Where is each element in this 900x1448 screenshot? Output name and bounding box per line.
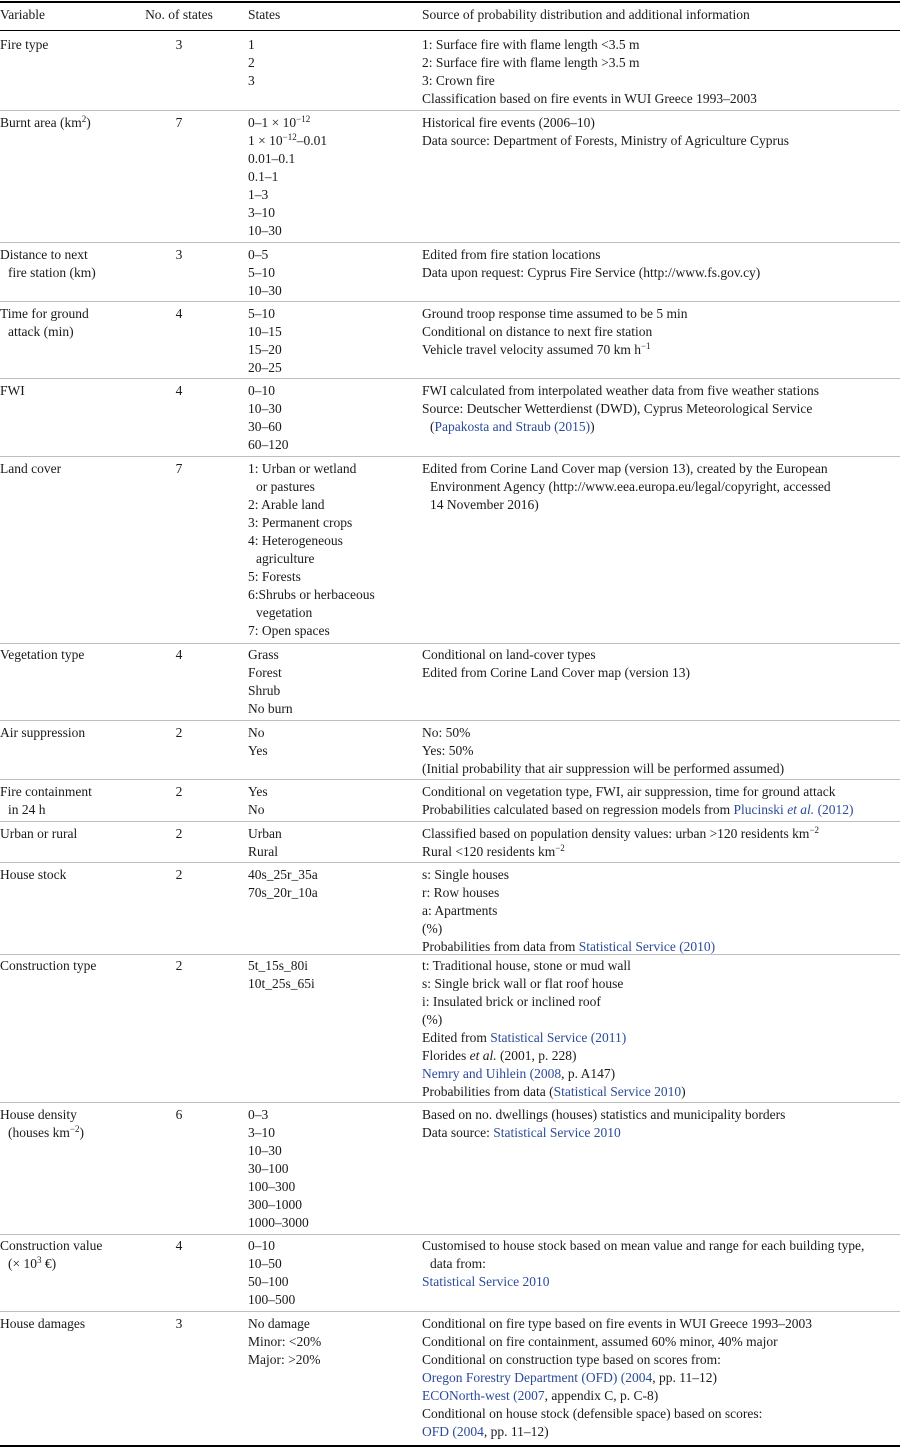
header-num-states: No. of states	[145, 7, 213, 22]
citation-link[interactable]: Statistical Service 2010	[422, 1274, 550, 1289]
variable-name-cont: (× $10^3$ €)	[8, 1255, 57, 1271]
state: 3–10	[248, 205, 275, 220]
source-line: Yes: 50%	[422, 743, 474, 758]
num-states: 2	[175, 958, 183, 973]
row-divider	[0, 1102, 900, 1103]
num-states: 7	[175, 461, 183, 476]
row-divider	[0, 779, 900, 780]
table-bottom-rule	[0, 1445, 900, 1447]
state: 5–10	[248, 306, 275, 321]
variable-name: Construction value	[0, 1238, 103, 1253]
state: 60–120	[248, 437, 289, 452]
state: 6:Shrubs or herbaceous	[248, 587, 375, 602]
citation-link[interactable]: Statistical Service 2010	[553, 1084, 682, 1099]
state: 0.01–0.1	[248, 151, 296, 166]
state: Major: >20%	[248, 1352, 321, 1367]
state: 0.1–1	[248, 169, 279, 184]
state: 5: Forests	[248, 569, 301, 584]
source-line: Conditional on fire containment, assumed 60% minor, 40% major	[422, 1334, 778, 1349]
state: 1: Urban or wetland	[248, 461, 357, 476]
state: 10–15	[248, 324, 282, 339]
state: Minor: <20%	[248, 1334, 322, 1349]
citation-link[interactable]: Statistical Service 2010	[493, 1125, 621, 1140]
citation-link[interactable]: Statistical Service (2010)	[578, 939, 716, 954]
state: 10–30	[248, 283, 282, 298]
state: Urban	[248, 826, 282, 841]
source-line: r: Row houses	[422, 885, 500, 900]
state: 2	[248, 55, 255, 70]
row-divider	[0, 1311, 900, 1312]
variable-name-cont: fire station (km)	[8, 265, 96, 280]
source-line: FWI calculated from interpolated weather data from five weather stations	[422, 383, 819, 398]
source-line: Historical fire events (2006–10)	[422, 115, 595, 130]
source-line: Conditional on vegetation type, FWI, air suppression, time for ground attack	[422, 784, 836, 799]
citation-link[interactable]: Papakosta and Straub (2015)	[434, 419, 591, 434]
source-line: 2: Surface fire with flame length >3.5 m	[422, 55, 640, 70]
state: 0–10	[248, 1238, 275, 1253]
header-source: Source of probability distribution and additional information	[422, 7, 750, 22]
state: 10t_25s_65i	[248, 976, 315, 991]
row-divider	[0, 954, 900, 955]
source-line: Florides et al. (2001, p. 228)	[422, 1048, 577, 1063]
source-line: Probabilities from data (Statistical Service 2010)	[422, 1084, 686, 1099]
row-divider	[0, 301, 900, 302]
state: 1	[248, 37, 255, 52]
variable-name: Air suppression	[0, 725, 86, 740]
source-line: (%)	[422, 1012, 443, 1027]
source-line: Probabilities calculated based on regression models from Plucinski et al. (2012)	[422, 802, 854, 817]
state: Rural	[248, 844, 278, 859]
source-line: (Initial probability that air suppression will be performed assumed)	[422, 761, 785, 776]
state: 0–3	[248, 1107, 269, 1122]
variable-name: Time for ground	[0, 306, 89, 321]
header-variable: Variable	[0, 7, 45, 22]
source-line: Data source: Department of Forests, Ministry of Agriculture Cyprus	[422, 133, 790, 148]
state: 100–300	[248, 1179, 296, 1194]
source-line: Customised to house stock based on mean value and range for each building type,	[422, 1238, 865, 1253]
source-line: ECONorth-west (2007, appendix C, p. C-8)	[422, 1388, 659, 1403]
source-line: Conditional on fire type based on fire events in WUI Greece 1993–2003	[422, 1316, 813, 1331]
source-line: s: Single brick wall or flat roof house	[422, 976, 624, 991]
source-line: Edited from Corine Land Cover map (version 13), created by the European	[422, 461, 828, 476]
row-divider	[0, 378, 900, 379]
variable-name: FWI	[0, 383, 25, 398]
num-states: 4	[175, 383, 183, 398]
state: No	[248, 802, 265, 817]
source-line: s: Single houses	[422, 867, 510, 882]
row-divider	[0, 110, 900, 111]
source-line: 3: Crown fire	[422, 73, 495, 88]
variable-name-cont: in 24 h	[8, 802, 46, 817]
state: 20–25	[248, 360, 282, 375]
state: 10–30	[248, 223, 282, 238]
variable-name: Construction type	[0, 958, 97, 973]
state: 40s_25r_35a	[248, 867, 318, 882]
variable-name: Land cover	[0, 461, 62, 476]
num-states: 6	[175, 1107, 183, 1122]
num-states: 7	[175, 115, 183, 130]
source-line: Environment Agency (http://www.eea.europa.eu/legal/copyright, accessed	[430, 479, 831, 494]
state: 7: Open spaces	[248, 623, 330, 638]
header-states: States	[248, 7, 281, 22]
source-line: Classified based on population density values: urban >120 residents $km^{-2}$	[422, 825, 820, 841]
variable-name: Fire type	[0, 37, 49, 52]
state: 30–100	[248, 1161, 289, 1176]
source-line: data from:	[430, 1256, 486, 1271]
state: Shrub	[248, 683, 281, 698]
state: $1 \times 10^{-12}-0.01$	[248, 132, 328, 148]
variable-name: House stock	[0, 867, 67, 882]
state: 300–1000	[248, 1197, 302, 1212]
state: 50–100	[248, 1274, 289, 1289]
source-line: Conditional on construction type based on scores from:	[422, 1352, 721, 1367]
source-line: 1: Surface fire with flame length <3.5 m	[422, 37, 640, 52]
state: 5–10	[248, 265, 275, 280]
source-line: Edited from fire station locations	[422, 247, 601, 262]
source-line: Source: Deutscher Wetterdienst (DWD), Cyprus Meteorological Service	[422, 401, 813, 416]
state: Forest	[248, 665, 282, 680]
row-divider	[0, 821, 900, 822]
source-line: Edited from Statistical Service (2011)	[422, 1030, 627, 1045]
num-states: 3	[175, 1316, 183, 1331]
source-line: Data source: Statistical Service 2010	[422, 1125, 621, 1140]
state: 2: Arable land	[248, 497, 325, 512]
num-states: 2	[175, 867, 183, 882]
source-line: (Papakosta and Straub (2015))	[430, 419, 595, 434]
num-states: 2	[175, 725, 183, 740]
state: 4: Heterogeneous	[248, 533, 343, 548]
source-line: Edited from Corine Land Cover map (version 13)	[422, 665, 691, 680]
source-line: Probabilities from data from Statistical Service (2010)	[422, 939, 716, 954]
variable-name: Fire containment	[0, 784, 92, 799]
source-line: Nemry and Uihlein (2008, p. A147)	[422, 1066, 616, 1081]
state: 0–10	[248, 383, 275, 398]
row-divider	[0, 720, 900, 721]
citation-link[interactable]: Plucinski et al. (2012)	[733, 802, 854, 817]
state: No damage	[248, 1316, 310, 1331]
state: 5t_15s_80i	[248, 958, 309, 973]
source-line: Based on no. dwellings (houses) statistics and municipality borders	[422, 1107, 786, 1122]
state: 3–10	[248, 1125, 275, 1140]
state-cont: vegetation	[256, 605, 313, 620]
state: No burn	[248, 701, 293, 716]
state: 10–30	[248, 401, 282, 416]
source-line: Oregon Forestry Department (OFD) (2004, pp. 11–12)	[422, 1370, 717, 1385]
state: 1–3	[248, 187, 269, 202]
num-states: 4	[175, 1238, 183, 1253]
state: 3	[248, 73, 255, 88]
source-line: Data upon request: Cyprus Fire Service (http://www.fs.gov.cy)	[422, 265, 761, 280]
num-states: 4	[175, 647, 183, 662]
variable-name: House density	[0, 1107, 77, 1122]
state: Yes	[248, 743, 268, 758]
citation-link[interactable]: Statistical Service (2011)	[490, 1030, 627, 1045]
source-line: Conditional on land-cover types	[422, 647, 596, 662]
variable-name: Burnt area $(km^2)$	[0, 114, 91, 130]
source-line: Rural <120 residents $km^{-2}$	[422, 843, 565, 859]
row-divider	[0, 456, 900, 457]
variable-name: Vegetation type	[0, 647, 85, 662]
state-cont: agriculture	[256, 551, 315, 566]
source-line: OFD (2004, pp. 11–12)	[422, 1424, 549, 1439]
state: $0-1 \times 10^{-12}$	[248, 114, 311, 130]
table-header-rule	[0, 30, 900, 31]
state: 30–60	[248, 419, 282, 434]
variable-name: Urban or rural	[0, 826, 78, 841]
variable-name-cont: attack (min)	[8, 324, 74, 339]
num-states: 4	[175, 306, 183, 321]
state: 10–30	[248, 1143, 282, 1158]
citation-link[interactable]: Nemry and Uihlein (2008	[422, 1066, 562, 1081]
num-states: 2	[175, 784, 183, 799]
variable-name-cont: (houses $km^{-2}$)	[8, 1124, 84, 1140]
source-line: a: Apartments	[422, 903, 498, 918]
source-line: t: Traditional house, stone or mud wall	[422, 958, 631, 973]
state: 100–500	[248, 1292, 296, 1307]
citation-link[interactable]: Oregon Forestry Department (OFD) (2004	[422, 1370, 653, 1385]
row-divider	[0, 1234, 900, 1235]
source-line: Conditional on distance to next fire station	[422, 324, 653, 339]
num-states: 3	[175, 37, 183, 52]
citation-link[interactable]: OFD (2004	[422, 1424, 484, 1439]
state: 70s_20r_10a	[248, 885, 318, 900]
source-line: Classification based on fire events in WUI Greece 1993–2003	[422, 91, 757, 106]
source-line: 14 November 2016)	[430, 497, 539, 512]
citation-link[interactable]: ECONorth-west (2007	[422, 1388, 545, 1403]
source-line: Conditional on house stock (defensible space) based on scores:	[422, 1406, 763, 1421]
row-divider	[0, 643, 900, 644]
state: 3: Permanent crops	[248, 515, 353, 530]
row-divider	[0, 242, 900, 243]
state-cont: or pastures	[256, 479, 315, 494]
state: Grass	[248, 647, 279, 662]
state: 15–20	[248, 342, 282, 357]
state: 1000–3000	[248, 1215, 309, 1230]
state: 10–50	[248, 1256, 282, 1271]
table-top-rule	[0, 1, 900, 3]
source-line: (%)	[422, 921, 443, 936]
source-line: Ground troop response time assumed to be 5 min	[422, 306, 688, 321]
num-states: 2	[175, 826, 183, 841]
state: No	[248, 725, 265, 740]
variable-name: Distance to next	[0, 247, 88, 262]
source-line: No: 50%	[422, 725, 471, 740]
num-states: 3	[175, 247, 183, 262]
state: 0–5	[248, 247, 269, 262]
source-line: i: Insulated brick or inclined roof	[422, 994, 601, 1009]
variable-name: House damages	[0, 1316, 86, 1331]
row-divider	[0, 862, 900, 863]
state: Yes	[248, 784, 268, 799]
source-line: Vehicle travel velocity assumed 70 km $h^{-1}$	[422, 341, 651, 357]
